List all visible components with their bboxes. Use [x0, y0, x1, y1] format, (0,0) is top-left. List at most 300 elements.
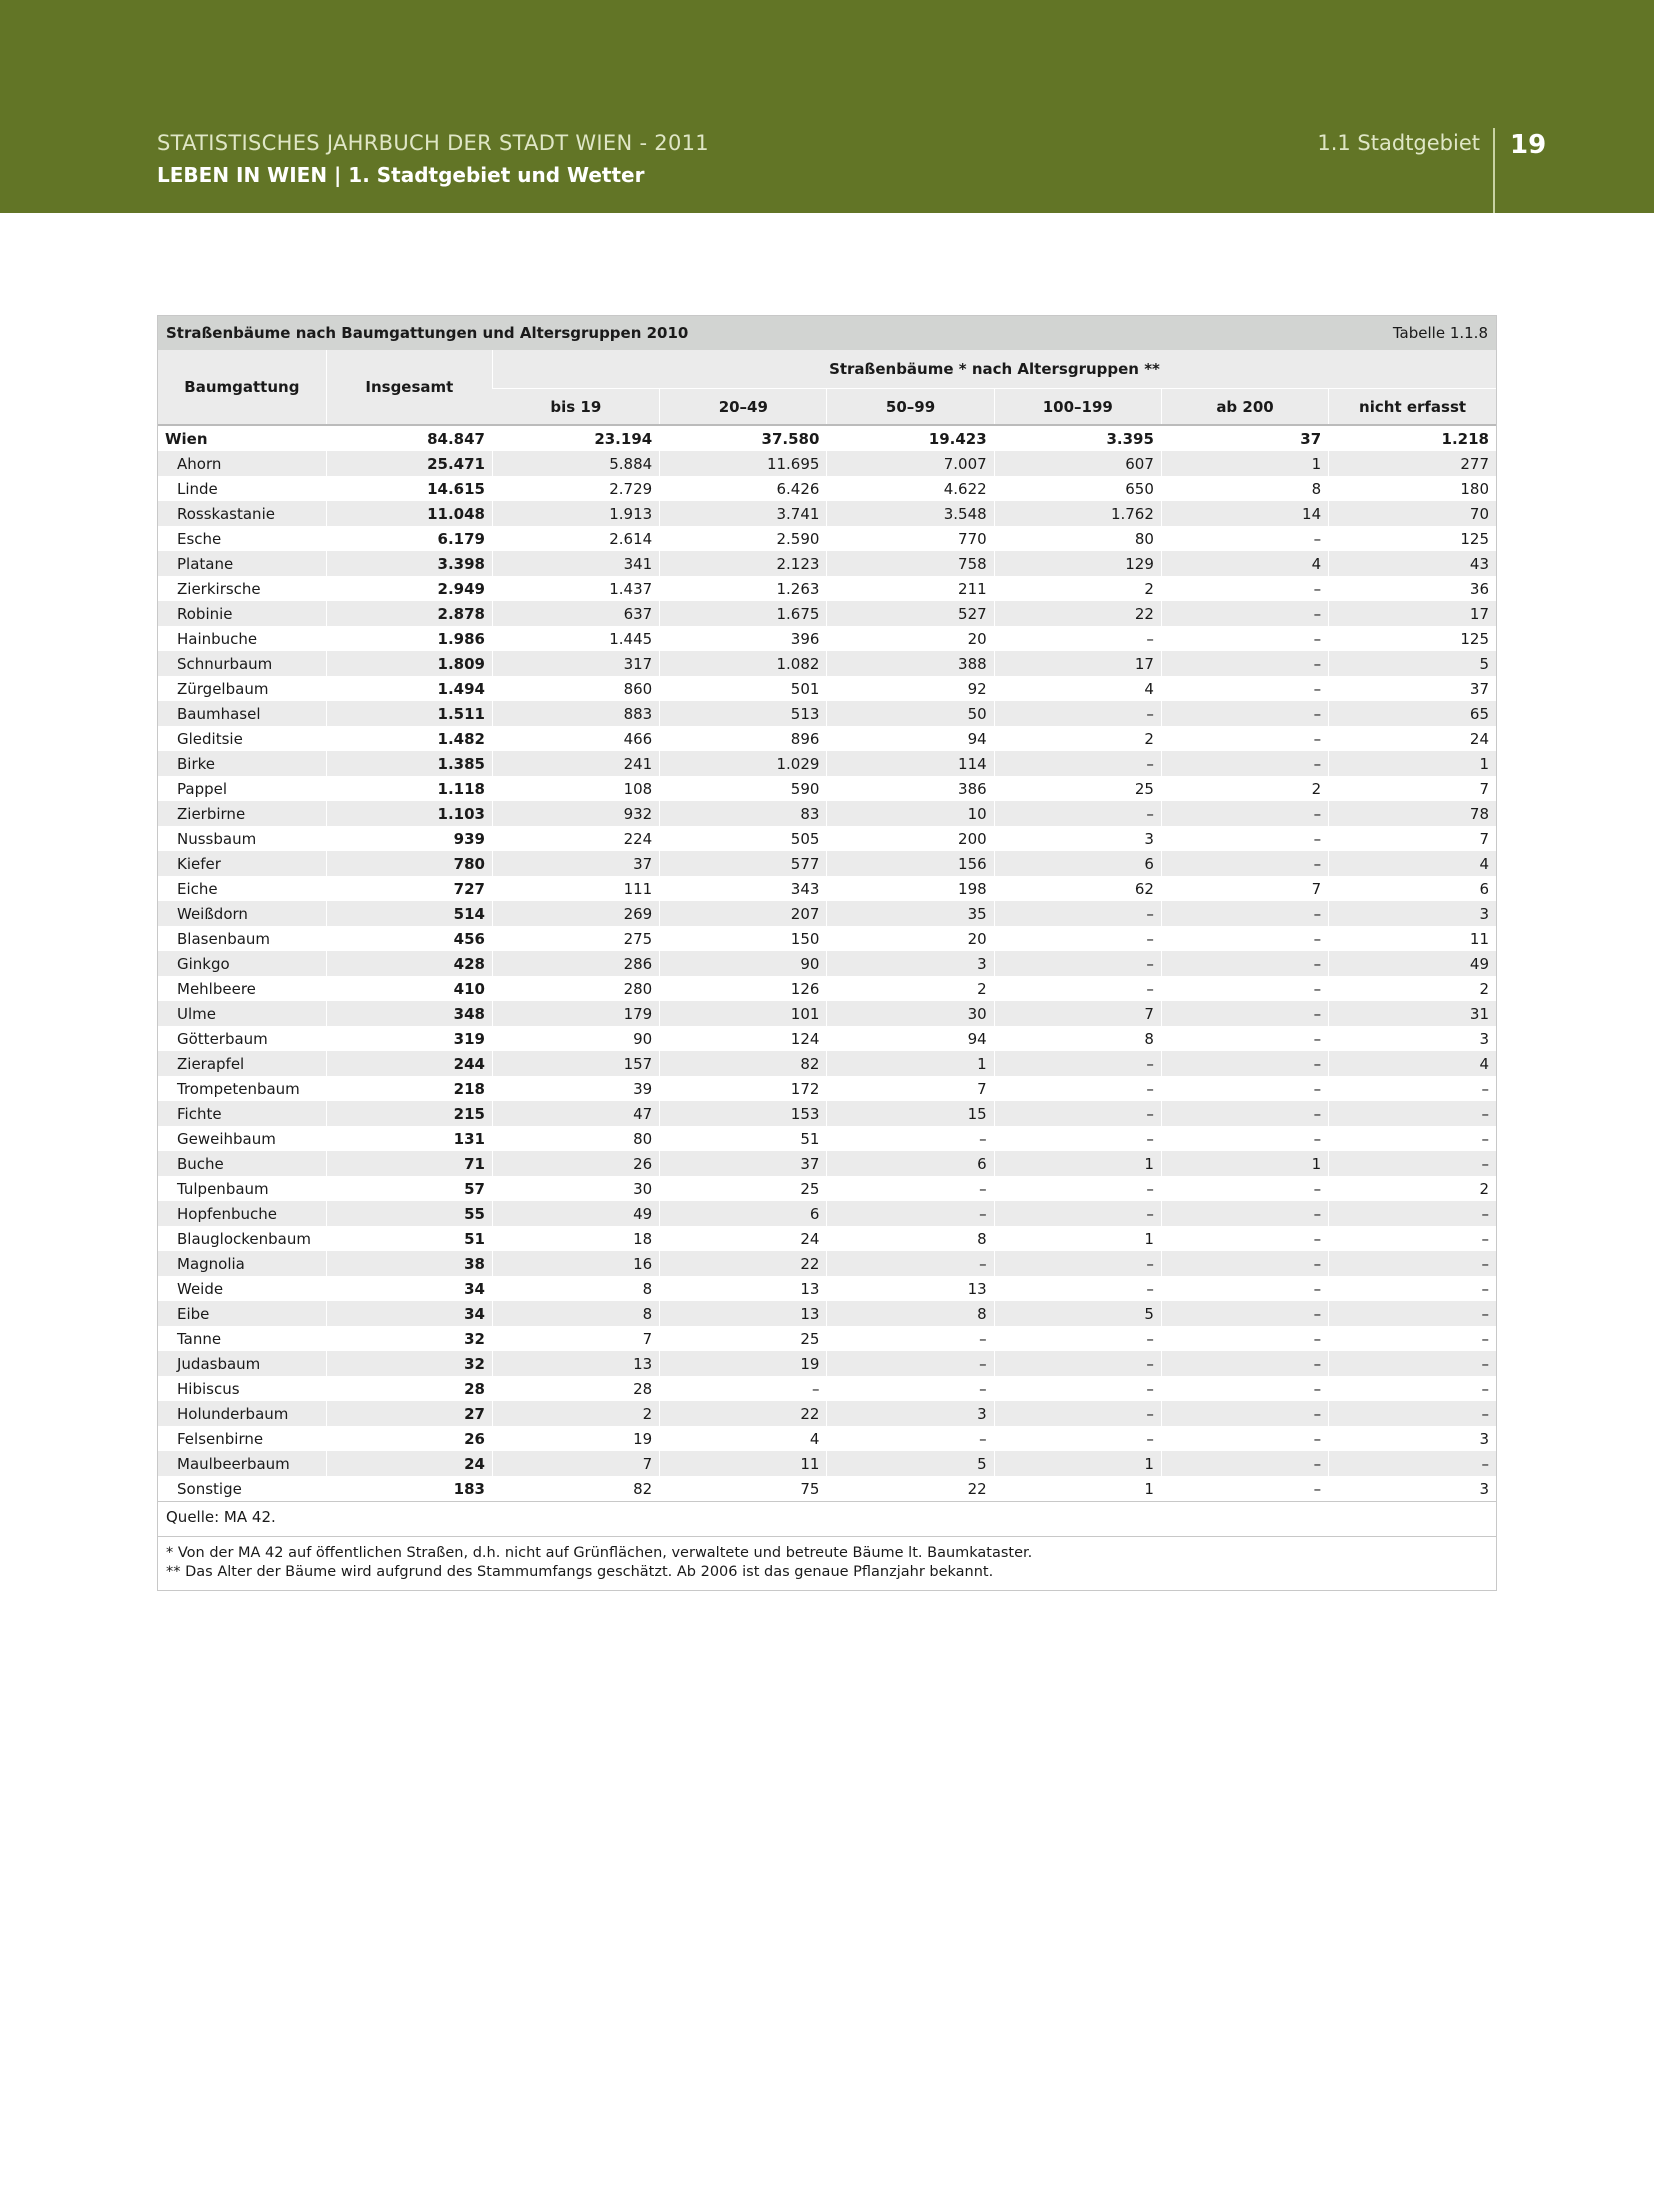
cell-value: 7: [1161, 876, 1328, 901]
cell-value: 114: [827, 751, 994, 776]
table-row: [158, 1326, 1496, 1351]
cell-value: 16: [492, 1251, 659, 1276]
cell-value: –: [1329, 1226, 1496, 1251]
cell-genus: Judasbaum: [158, 1351, 326, 1376]
cell-value: 83: [660, 801, 827, 826]
table-row: [158, 926, 1496, 951]
cell-total: 2.878: [326, 601, 492, 626]
section-title: 1.1 Stadtgebiet: [1317, 131, 1480, 155]
cell-value: 1: [994, 1151, 1161, 1176]
cell-value: 280: [492, 976, 659, 1001]
cell-total: 1.103: [326, 801, 492, 826]
table-row: [158, 1401, 1496, 1426]
cell-value: 1.675: [660, 601, 827, 626]
cell-value: 13: [660, 1276, 827, 1301]
cell-total: 1.511: [326, 701, 492, 726]
table-row: [158, 476, 1496, 501]
cell-value: 6.426: [660, 476, 827, 501]
cell-value: 207: [660, 901, 827, 926]
footnote-1: * Von der MA 42 auf öffentlichen Straßen, d.h. nicht auf Grünflächen, verwaltete und betreute Bäume lt. Baumkataster.: [166, 1545, 1033, 1561]
cell-value: 2.729: [492, 476, 659, 501]
cell-value: 198: [827, 876, 994, 901]
table-row: [158, 626, 1496, 651]
cell-value: 932: [492, 801, 659, 826]
cell-total: 6.179: [326, 526, 492, 551]
cell-value: 2: [1329, 1176, 1496, 1201]
table-row: [158, 801, 1496, 826]
cell-total: 514: [326, 901, 492, 926]
cell-value: 241: [492, 751, 659, 776]
cell-genus: Trompetenbaum: [158, 1076, 326, 1101]
cell-value: 860: [492, 676, 659, 701]
chapter-title: LEBEN IN WIEN | 1. Stadtgebiet und Wetter: [157, 163, 645, 187]
cell-total: 84.847: [326, 425, 492, 451]
cell-value: –: [1161, 951, 1328, 976]
cell-genus: Rosskastanie: [158, 501, 326, 526]
cell-value: 6: [660, 1201, 827, 1226]
header-age-group: Straßenbäume * nach Altersgruppen **: [492, 350, 1496, 389]
table-body: [158, 425, 1496, 1501]
cell-value: 7: [994, 1001, 1161, 1026]
cell-value: –: [994, 926, 1161, 951]
cell-genus: Esche: [158, 526, 326, 551]
cell-genus: Nussbaum: [158, 826, 326, 851]
cell-value: 1.082: [660, 651, 827, 676]
cell-value: 275: [492, 926, 659, 951]
cell-value: 770: [827, 526, 994, 551]
cell-value: 317: [492, 651, 659, 676]
cell-value: 4: [660, 1426, 827, 1451]
cell-total: 28: [326, 1376, 492, 1401]
cell-value: –: [1161, 1176, 1328, 1201]
cell-total: 11.048: [326, 501, 492, 526]
cell-value: 22: [827, 1476, 994, 1501]
header-age-nicht-erfasst: nicht erfasst: [1329, 389, 1496, 426]
cell-value: –: [827, 1376, 994, 1401]
cell-total: 26: [326, 1426, 492, 1451]
table-row: [158, 1176, 1496, 1201]
cell-value: 2: [994, 576, 1161, 601]
cell-value: 277: [1329, 451, 1496, 476]
cell-value: –: [1329, 1276, 1496, 1301]
table-row: [158, 1126, 1496, 1151]
cell-value: –: [994, 1101, 1161, 1126]
cell-value: 4: [994, 676, 1161, 701]
cell-value: 94: [827, 726, 994, 751]
cell-value: 7: [827, 1076, 994, 1101]
table-row: [158, 1151, 1496, 1176]
cell-value: 3: [1329, 1426, 1496, 1451]
cell-value: –: [1329, 1126, 1496, 1151]
cell-value: 25: [660, 1326, 827, 1351]
cell-value: 341: [492, 551, 659, 576]
cell-value: 15: [827, 1101, 994, 1126]
cell-value: 7: [1329, 826, 1496, 851]
cell-value: –: [994, 751, 1161, 776]
cell-value: 172: [660, 1076, 827, 1101]
cell-value: 3: [827, 1401, 994, 1426]
cell-value: 22: [660, 1251, 827, 1276]
table-row: [158, 851, 1496, 876]
cell-value: –: [1161, 1001, 1328, 1026]
cell-total: 55: [326, 1201, 492, 1226]
cell-value: 50: [827, 701, 994, 726]
cell-value: –: [1329, 1101, 1496, 1126]
cell-value: 19: [660, 1351, 827, 1376]
cell-value: 2: [1329, 976, 1496, 1001]
cell-value: 2: [492, 1401, 659, 1426]
cell-value: 3: [827, 951, 994, 976]
cell-value: –: [1161, 1451, 1328, 1476]
footnote-2: ** Das Alter der Bäume wird aufgrund des Stammumfangs geschätzt. Ab 2006 ist das genaue Pflanzjahr bekannt.: [166, 1564, 994, 1580]
cell-value: 14: [1161, 501, 1328, 526]
cell-value: 637: [492, 601, 659, 626]
cell-genus: Buche: [158, 1151, 326, 1176]
cell-value: 513: [660, 701, 827, 726]
cell-value: 11: [660, 1451, 827, 1476]
cell-value: 51: [660, 1126, 827, 1151]
cell-genus: Blasenbaum: [158, 926, 326, 951]
header-age-bis-19: bis 19: [492, 389, 659, 426]
cell-total: 780: [326, 851, 492, 876]
cell-value: 22: [660, 1401, 827, 1426]
cell-total: 38: [326, 1251, 492, 1276]
cell-total: 3.398: [326, 551, 492, 576]
cell-genus: Schnurbaum: [158, 651, 326, 676]
cell-total: 348: [326, 1001, 492, 1026]
cell-value: –: [1161, 851, 1328, 876]
cell-value: –: [1161, 676, 1328, 701]
publication-title: STATISTISCHES JAHRBUCH DER STADT WIEN - 2011: [157, 131, 709, 155]
cell-value: –: [994, 1176, 1161, 1201]
cell-value: –: [1161, 826, 1328, 851]
tree-table: [158, 350, 1496, 1501]
cell-value: 13: [660, 1301, 827, 1326]
cell-value: –: [994, 1201, 1161, 1226]
cell-genus: Baumhasel: [158, 701, 326, 726]
cell-value: –: [827, 1251, 994, 1276]
cell-value: 124: [660, 1026, 827, 1051]
cell-value: 80: [492, 1126, 659, 1151]
cell-value: –: [1161, 1251, 1328, 1276]
cell-value: 343: [660, 876, 827, 901]
cell-genus: Tanne: [158, 1326, 326, 1351]
cell-value: 2.614: [492, 526, 659, 551]
table-row: [158, 1001, 1496, 1026]
cell-value: 3: [994, 826, 1161, 851]
table-row: [158, 1026, 1496, 1051]
table-row: [158, 1451, 1496, 1476]
header-age-100-199: 100–199: [994, 389, 1161, 426]
cell-value: 25: [660, 1176, 827, 1201]
cell-value: –: [1329, 1351, 1496, 1376]
cell-value: –: [1161, 1201, 1328, 1226]
cell-value: 19.423: [827, 425, 994, 451]
cell-genus: Zierapfel: [158, 1051, 326, 1076]
table-row: [158, 876, 1496, 901]
table-source: Quelle: MA 42.: [158, 1501, 1496, 1536]
cell-value: 30: [827, 1001, 994, 1026]
cell-total: 34: [326, 1276, 492, 1301]
cell-value: 1: [1329, 751, 1496, 776]
cell-total: 32: [326, 1326, 492, 1351]
table-row: [158, 826, 1496, 851]
cell-value: 13: [827, 1276, 994, 1301]
cell-value: –: [1161, 576, 1328, 601]
table-row: [158, 1276, 1496, 1301]
cell-total: 71: [326, 1151, 492, 1176]
cell-value: 286: [492, 951, 659, 976]
cell-value: 82: [660, 1051, 827, 1076]
cell-genus: Pappel: [158, 776, 326, 801]
cell-genus: Felsenbirne: [158, 1426, 326, 1451]
cell-value: 1.218: [1329, 425, 1496, 451]
cell-value: 23.194: [492, 425, 659, 451]
cell-total: 727: [326, 876, 492, 901]
cell-genus: Holunderbaum: [158, 1401, 326, 1426]
cell-value: –: [1161, 1226, 1328, 1251]
cell-total: 1.482: [326, 726, 492, 751]
cell-value: 65: [1329, 701, 1496, 726]
header-age-ab-200: ab 200: [1161, 389, 1328, 426]
table-row: [158, 1476, 1496, 1501]
cell-total: 25.471: [326, 451, 492, 476]
table-row: [158, 601, 1496, 626]
cell-total: 456: [326, 926, 492, 951]
cell-value: 1: [827, 1051, 994, 1076]
cell-value: 25: [994, 776, 1161, 801]
header-divider: [1493, 128, 1495, 213]
table-row: [158, 901, 1496, 926]
cell-value: –: [994, 1426, 1161, 1451]
cell-genus: Maulbeerbaum: [158, 1451, 326, 1476]
cell-value: 7.007: [827, 451, 994, 476]
cell-value: –: [1329, 1376, 1496, 1401]
cell-value: –: [994, 701, 1161, 726]
cell-value: 153: [660, 1101, 827, 1126]
cell-value: 8: [994, 1026, 1161, 1051]
table-row: [158, 1376, 1496, 1401]
cell-value: 505: [660, 826, 827, 851]
page-number: 19: [1510, 130, 1547, 160]
cell-total: 410: [326, 976, 492, 1001]
cell-value: –: [827, 1326, 994, 1351]
cell-value: 7: [1329, 776, 1496, 801]
cell-total: 1.494: [326, 676, 492, 701]
cell-value: 1.263: [660, 576, 827, 601]
cell-genus: Mehlbeere: [158, 976, 326, 1001]
cell-total: 34: [326, 1301, 492, 1326]
table-row: [158, 551, 1496, 576]
cell-value: –: [994, 1051, 1161, 1076]
cell-value: 17: [1329, 601, 1496, 626]
cell-value: 1.762: [994, 501, 1161, 526]
cell-value: 883: [492, 701, 659, 726]
cell-genus: Geweihbaum: [158, 1126, 326, 1151]
cell-value: –: [1161, 1426, 1328, 1451]
cell-genus: Zierbirne: [158, 801, 326, 826]
cell-value: –: [827, 1351, 994, 1376]
cell-value: 35: [827, 901, 994, 926]
cell-total: 1.385: [326, 751, 492, 776]
table-row: [158, 501, 1496, 526]
cell-value: –: [994, 976, 1161, 1001]
table-row: [158, 676, 1496, 701]
cell-value: –: [994, 1351, 1161, 1376]
table-row: [158, 1351, 1496, 1376]
table-row-total: [158, 425, 1496, 451]
cell-value: 108: [492, 776, 659, 801]
cell-value: 1: [994, 1226, 1161, 1251]
table-row: [158, 1251, 1496, 1276]
cell-value: –: [827, 1201, 994, 1226]
cell-value: –: [1161, 1076, 1328, 1101]
cell-value: 11.695: [660, 451, 827, 476]
cell-value: –: [1161, 801, 1328, 826]
cell-value: –: [994, 1126, 1161, 1151]
cell-value: 156: [827, 851, 994, 876]
cell-value: 1.029: [660, 751, 827, 776]
cell-value: –: [994, 1401, 1161, 1426]
cell-value: 386: [827, 776, 994, 801]
data-table-container: [157, 315, 1497, 1591]
cell-value: 10: [827, 801, 994, 826]
cell-value: 4.622: [827, 476, 994, 501]
cell-value: 5.884: [492, 451, 659, 476]
cell-value: –: [827, 1426, 994, 1451]
cell-value: 1.437: [492, 576, 659, 601]
cell-value: 3: [1329, 901, 1496, 926]
cell-value: –: [1329, 1401, 1496, 1426]
cell-value: 5: [1329, 651, 1496, 676]
cell-value: 2: [994, 726, 1161, 751]
cell-genus: Wien: [158, 425, 326, 451]
cell-value: 179: [492, 1001, 659, 1026]
cell-value: –: [1161, 1101, 1328, 1126]
cell-value: 2.590: [660, 526, 827, 551]
cell-value: 18: [492, 1226, 659, 1251]
cell-value: –: [1161, 1301, 1328, 1326]
cell-genus: Eiche: [158, 876, 326, 901]
cell-value: 37: [492, 851, 659, 876]
cell-value: –: [1161, 526, 1328, 551]
cell-value: 224: [492, 826, 659, 851]
cell-total: 244: [326, 1051, 492, 1076]
cell-value: 6: [827, 1151, 994, 1176]
cell-genus: Magnolia: [158, 1251, 326, 1276]
cell-value: –: [1161, 1351, 1328, 1376]
cell-value: 4: [1161, 551, 1328, 576]
cell-value: 39: [492, 1076, 659, 1101]
cell-value: 3: [1329, 1026, 1496, 1051]
cell-value: 36: [1329, 576, 1496, 601]
cell-value: 17: [994, 651, 1161, 676]
cell-value: 5: [994, 1301, 1161, 1326]
cell-value: 466: [492, 726, 659, 751]
header-age-20-49: 20–49: [660, 389, 827, 426]
cell-value: 62: [994, 876, 1161, 901]
cell-total: 57: [326, 1176, 492, 1201]
cell-value: 80: [994, 526, 1161, 551]
table-row: [158, 651, 1496, 676]
cell-total: 51: [326, 1226, 492, 1251]
cell-genus: Kiefer: [158, 851, 326, 876]
cell-value: 125: [1329, 526, 1496, 551]
cell-value: –: [1329, 1301, 1496, 1326]
cell-genus: Tulpenbaum: [158, 1176, 326, 1201]
table-row: [158, 976, 1496, 1001]
cell-value: 20: [827, 626, 994, 651]
cell-genus: Robinie: [158, 601, 326, 626]
cell-value: 2: [827, 976, 994, 1001]
cell-total: 1.118: [326, 776, 492, 801]
cell-value: 501: [660, 676, 827, 701]
cell-value: 49: [492, 1201, 659, 1226]
cell-value: 37: [1329, 676, 1496, 701]
cell-genus: Hainbuche: [158, 626, 326, 651]
cell-value: 92: [827, 676, 994, 701]
cell-value: 31: [1329, 1001, 1496, 1026]
cell-genus: Fichte: [158, 1101, 326, 1126]
cell-total: 939: [326, 826, 492, 851]
cell-value: –: [827, 1176, 994, 1201]
cell-value: –: [660, 1376, 827, 1401]
cell-total: 1.809: [326, 651, 492, 676]
cell-genus: Eibe: [158, 1301, 326, 1326]
cell-value: 24: [1329, 726, 1496, 751]
cell-value: 47: [492, 1101, 659, 1126]
cell-value: 19: [492, 1426, 659, 1451]
cell-value: –: [994, 801, 1161, 826]
cell-value: –: [1161, 651, 1328, 676]
cell-value: 111: [492, 876, 659, 901]
cell-value: –: [1161, 1401, 1328, 1426]
cell-value: –: [1161, 976, 1328, 1001]
cell-value: 37.580: [660, 425, 827, 451]
cell-value: –: [1161, 901, 1328, 926]
cell-value: 5: [827, 1451, 994, 1476]
cell-value: –: [1161, 701, 1328, 726]
cell-total: 428: [326, 951, 492, 976]
cell-value: 129: [994, 551, 1161, 576]
cell-total: 32: [326, 1351, 492, 1376]
cell-value: 577: [660, 851, 827, 876]
cell-value: –: [1161, 1376, 1328, 1401]
cell-value: –: [1161, 1051, 1328, 1076]
cell-value: 527: [827, 601, 994, 626]
cell-genus: Hibiscus: [158, 1376, 326, 1401]
cell-value: 3.395: [994, 425, 1161, 451]
cell-value: –: [1161, 1126, 1328, 1151]
cell-value: 37: [1161, 425, 1328, 451]
cell-value: –: [1161, 1276, 1328, 1301]
cell-value: 650: [994, 476, 1161, 501]
cell-value: 94: [827, 1026, 994, 1051]
cell-value: 82: [492, 1476, 659, 1501]
cell-value: –: [1161, 626, 1328, 651]
cell-total: 131: [326, 1126, 492, 1151]
cell-value: –: [994, 951, 1161, 976]
cell-genus: Zierkirsche: [158, 576, 326, 601]
cell-total: 215: [326, 1101, 492, 1126]
cell-value: 13: [492, 1351, 659, 1376]
table-title-bar: [158, 316, 1496, 350]
cell-value: 607: [994, 451, 1161, 476]
cell-value: 125: [1329, 626, 1496, 651]
cell-genus: Sonstige: [158, 1476, 326, 1501]
cell-value: 2.123: [660, 551, 827, 576]
table-row: [158, 951, 1496, 976]
